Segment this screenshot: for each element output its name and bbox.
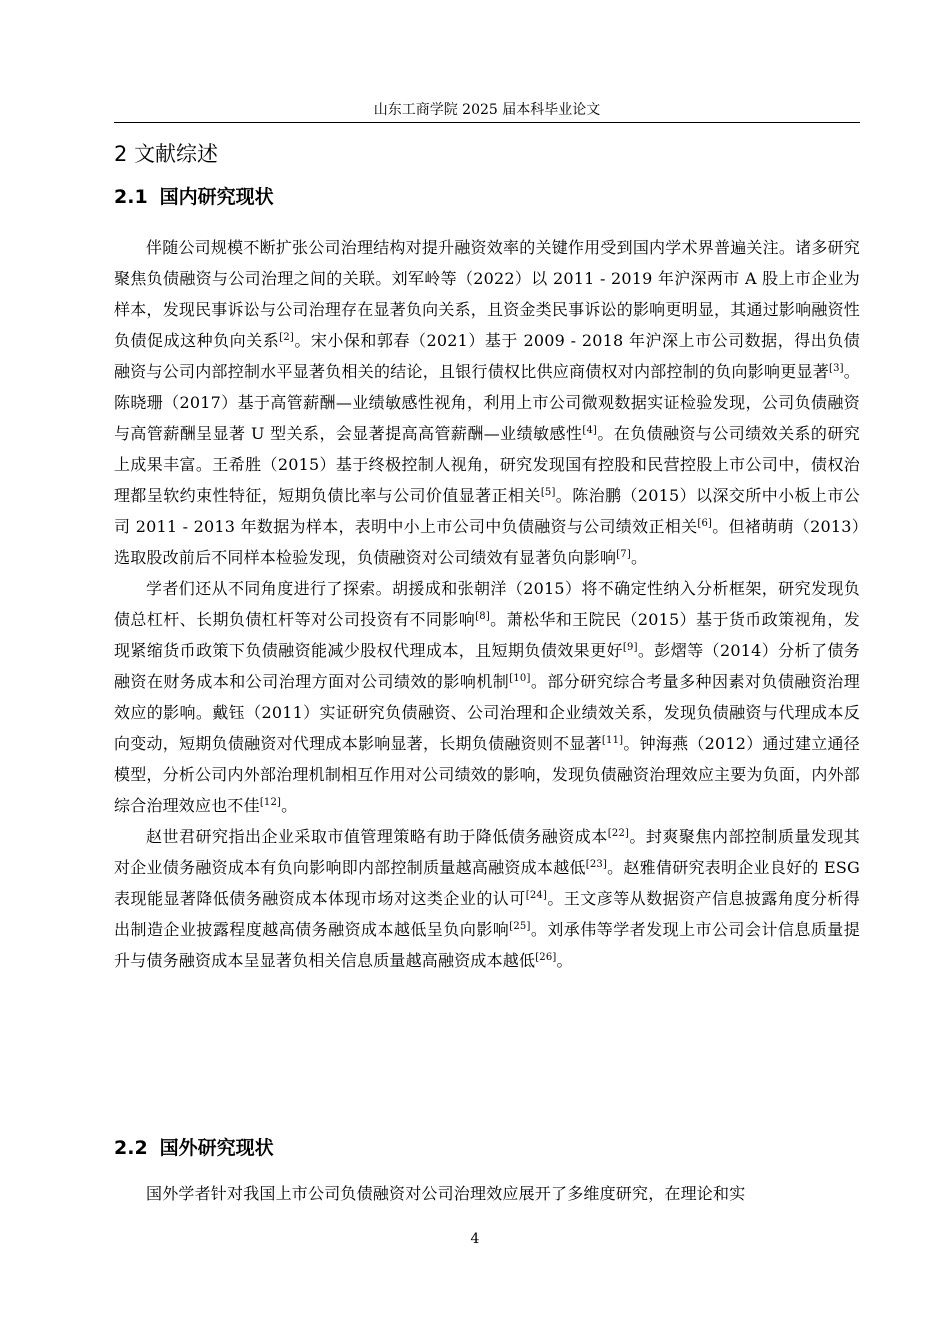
text-run: 。 xyxy=(556,951,573,970)
text-run: 赵世君研究指出企业采取市值管理策略有助于降低债务融资成本 xyxy=(146,827,608,846)
citation: [10] xyxy=(509,673,531,684)
citation: [2] xyxy=(279,332,294,343)
text-run: 。彭熠等（2014）分析了债务融资在财务成本和公司治理方面对公司绩效的影响机制 xyxy=(114,641,860,691)
text-run: 。 xyxy=(281,796,298,815)
citation: [9] xyxy=(622,642,638,653)
text-run: 。部分研究综合考量多种因素对负债融资治理效应的影响。戴钰（2011）实证研究负债融资、公司治理和企业绩效关系，发现负债融资与代理成本反向变动，短期负债融资对代理成本影响显著，长期负债融资则不显著 xyxy=(114,672,860,753)
chapter-title: 文献综述 xyxy=(134,142,219,166)
citation: [3] xyxy=(828,363,844,374)
text-run: 。钟海燕（2012）通过建立通径模型，分析公司内外部治理机制相互作用对公司绩效的影响，发现负债融资治理效应主要为负面，内外部综合治理效应也不佳 xyxy=(114,734,860,815)
header-rule xyxy=(114,122,860,123)
text-run: 。陈治鹏（2015）以深交所中小板上市公司 2011 - 2013 年数据为样本，表明中小上市公司中负债融资与公司绩效正相关 xyxy=(114,486,860,536)
section-title: 国外研究现状 xyxy=(159,1137,274,1159)
text-run: 。宋小保和郭春（2021）基于 2009 - 2018 年沪深上市公司数据，得出负债融资与公司内部控制水平显著负相关的结论，且银行债权比供应商债权对内部控制的负向影响更显著 xyxy=(114,331,860,381)
chapter-heading xyxy=(114,140,218,168)
text-run: 。赵雅倩研究表明企业良好的 ESG 表现能显著降低债务融资成本体现市场对这类企业的认可 xyxy=(114,858,860,908)
section-2-1-body xyxy=(114,232,860,976)
citation: [24] xyxy=(525,890,548,901)
running-header: 山东工商学院 2025 届本科毕业论文 xyxy=(373,102,601,118)
section-title: 国内研究现状 xyxy=(159,186,274,208)
citation: [5] xyxy=(540,487,556,498)
citation: [4] xyxy=(582,425,598,436)
paragraph xyxy=(114,232,860,573)
citation: [6] xyxy=(697,518,713,529)
text-run: 。但褚萌萌（2013）选取股改前后不同样本检验发现，负债融资对公司绩效有显著负向影响 xyxy=(114,517,860,567)
text-run: 。 xyxy=(630,548,648,567)
citation: [7] xyxy=(616,549,631,560)
citation: [26] xyxy=(535,952,557,963)
chapter-number: 2 xyxy=(114,142,128,166)
paragraph xyxy=(114,821,860,976)
page-number: 4 xyxy=(470,1231,480,1247)
text-run: 伴随公司规模不断扩张公司治理结构对提升融资效率的关键作用受到国内学术界普遍关注。诸多研究聚焦负债融资与公司治理之间的关联。刘军岭等（2022）以 2011 - 2019 年沪深两市 A 股上市企业为样本，发现民事诉讼与公司治理存在显著负向关系，且资金类民事诉讼的影响更明显，其通过影响融资性负债促成这种负向关系 xyxy=(114,238,860,350)
section-number: 2.2 xyxy=(114,1137,148,1159)
text-run: 。陈晓珊（2017）基于高管薪酬—业绩敏感性视角，利用上市公司微观数据实证检验发现，公司负债融资与高管薪酬呈显著 U 型关系，会显著提高高管薪酬—业绩敏感性 xyxy=(114,362,860,443)
section-heading-2-2 xyxy=(114,1135,274,1161)
citation: [12] xyxy=(259,797,282,808)
text-run: 学者们还从不同角度进行了探索。胡援成和张朝洋（2015）将不确定性纳入分析框架，研究发现负债总杠杆、长期负债杠杆等对公司投资有不同影响 xyxy=(114,579,860,629)
citation: [23] xyxy=(585,859,608,870)
paragraph xyxy=(114,1178,860,1209)
citation: [25] xyxy=(509,921,531,932)
section-number: 2.1 xyxy=(114,186,148,208)
text-run: 。在负债融资与公司绩效关系的研究上成果丰富。王希胜（2015）基于终极控制人视角，研究发现国有控股和民营控股上市公司中，债权治理都呈软约束性特征，短期负债比率与公司价值显著正相关 xyxy=(114,424,860,505)
text-run: 。刘承伟等学者发现上市公司会计信息质量提升与债务融资成本呈显著负相关信息质量越高融资成本越低 xyxy=(114,920,860,970)
text-run: 国外学者针对我国上市公司负债融资对公司治理效应展开了多维度研究，在理论和实 xyxy=(146,1184,746,1203)
section-heading-2-1 xyxy=(114,184,274,210)
section-2-2-body xyxy=(114,1178,860,1209)
paragraph xyxy=(114,573,860,821)
text-run: 。萧松华和王院民（2015）基于货币政策视角，发现紧缩货币政策下负债融资能减少股权代理成本，且短期负债效果更好 xyxy=(114,610,860,660)
citation: [22] xyxy=(607,828,630,839)
citation: [8] xyxy=(475,611,490,622)
text-run: 。王文彦等从数据资产信息披露角度分析得出制造企业披露程度越高债务融资成本越低呈负向影响 xyxy=(114,889,860,939)
citation: [11] xyxy=(601,735,624,746)
text-run: 。封爽聚焦内部控制质量发现其对企业债务融资成本有负向影响即内部控制质量越高融资成本越低 xyxy=(114,827,860,877)
